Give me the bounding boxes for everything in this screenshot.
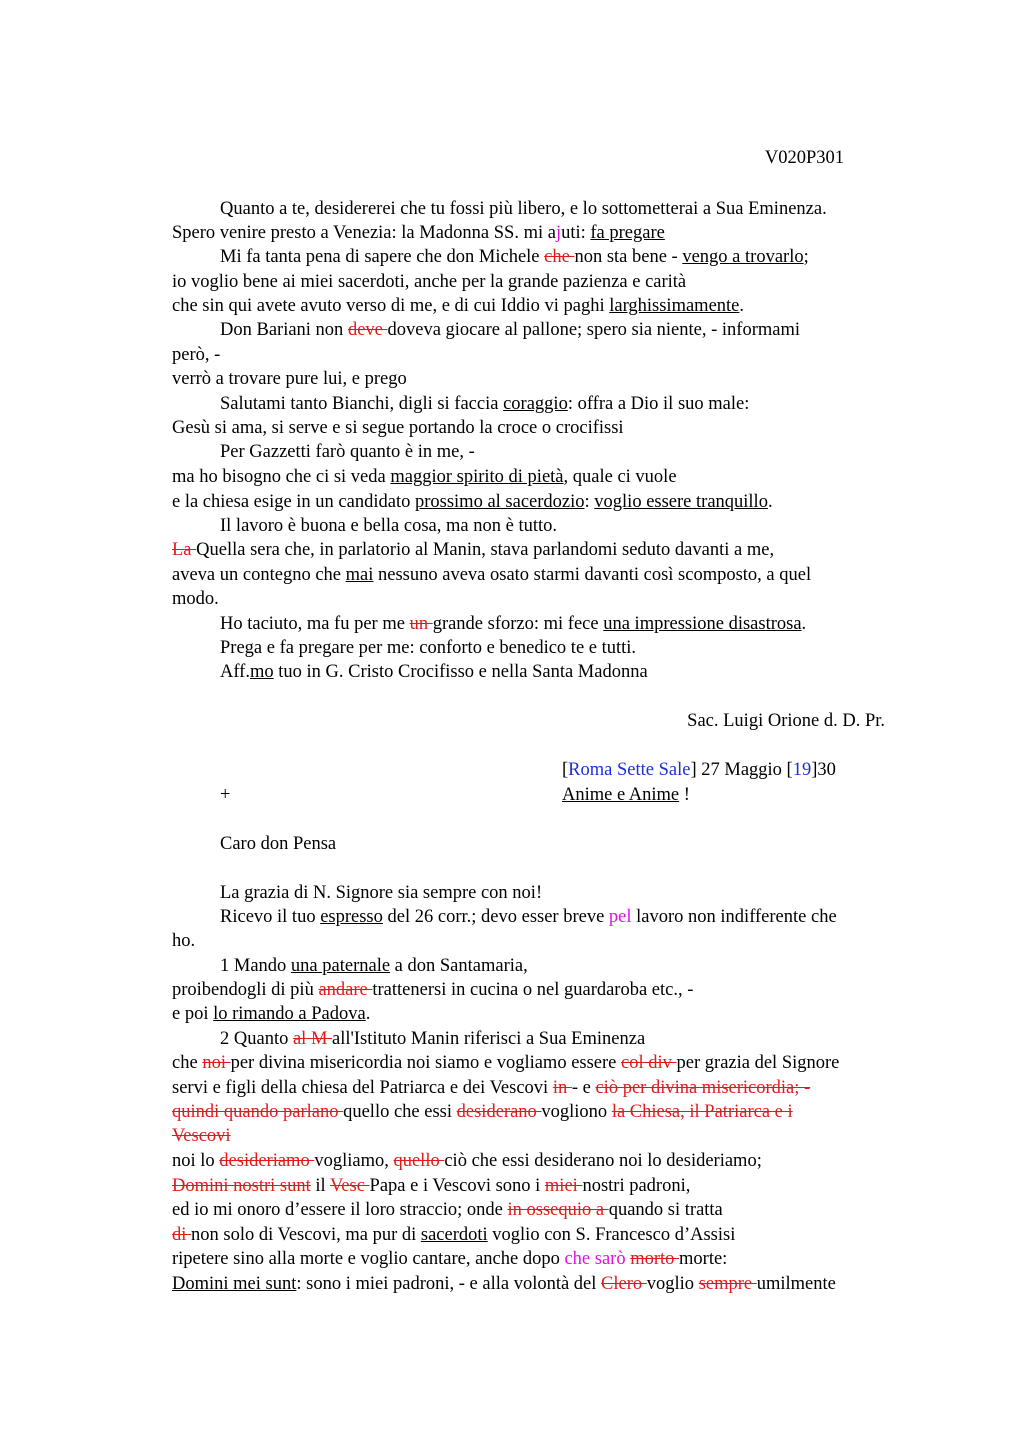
text-line-30: e poi lo rimando a Padova.	[172, 1004, 371, 1024]
text-line-15: La Quella sera che, in parlatorio al Manin, stava parlandomi seduto davanti a me,	[172, 540, 775, 560]
text-line-27: ho.	[172, 931, 196, 951]
text-line-12: ma ho bisogno che ci si veda maggior spirito di pietà, quale ci vuole	[172, 467, 677, 487]
text-line-7: però, -	[172, 345, 221, 365]
text-line-37: Domini nostri sunt il Vesc Papa e i Vescovi sono i miei nostri padroni,	[172, 1176, 691, 1196]
signature-line: Sac. Luigi Orione d. D. Pr.	[687, 711, 885, 731]
motto-line: Anime e Anime !	[562, 785, 690, 805]
text-line-33: servi e figli della chiesa del Patriarca e dei Vescovi in - e ciò per divina misericordia; -	[172, 1078, 811, 1098]
date-line: [Roma Sette Sale] 27 Maggio [19]30	[562, 760, 836, 780]
text-line-5: che sin qui avete avuto verso di me, e di cui Iddio vi paghi larghissimamente.	[172, 296, 745, 316]
text-line-8: verrò a trovare pure lui, e prego	[172, 369, 407, 389]
text-line-18: Ho taciuto, ma fu per me un grande sforzo: mi fece una impressione disastrosa.	[220, 614, 807, 634]
text-line-19: Prega e fa pregare per me: conforto e benedico te e tutti.	[220, 638, 637, 658]
text-line-39: di non solo di Vescovi, ma pur di sacerdoti voglio con S. Francesco d’Assisi	[172, 1225, 736, 1245]
text-line-38: ed io mi onoro d’essere il loro straccio; onde in ossequio a quando si tratta	[172, 1200, 723, 1220]
page-code: V020P301	[764, 148, 844, 168]
text-line-35: Vescovi	[172, 1126, 231, 1146]
text-line-11: Per Gazzetti farò quanto è in me, -	[220, 442, 475, 462]
text-line-4: io voglio bene ai miei sacerdoti, anche per la grande pazienza e carità	[172, 272, 687, 292]
text-line-20: Aff.mo tuo in G. Cristo Crocifisso e nella Santa Madonna	[220, 662, 648, 682]
text-line-13: e la chiesa esige in un candidato prossimo al sacerdozio: voglio essere tranquillo.	[172, 492, 773, 512]
text-line-36: noi lo desideriamo vogliamo, quello ciò che essi desiderano noi lo desideriamo;	[172, 1151, 762, 1171]
text-line-1: Quanto a te, desidererei che tu fossi più libero, e lo sottometterai a Sua Eminenza.	[220, 199, 827, 219]
text-line-16: aveva un contegno che mai nessuno aveva osato starmi davanti così scomposto, a quel	[172, 565, 812, 585]
text-line-2: Spero venire presto a Venezia: la Madonna SS. mi ajuti: fa pregare	[172, 223, 665, 243]
text-line-10: Gesù si ama, si serve e si segue portando la croce o crocifissi	[172, 418, 624, 438]
text-line-41: Domini mei sunt: sono i miei padroni, - e alla volontà del Clero voglio sempre umilmente	[172, 1274, 836, 1294]
salutation: Caro don Pensa	[220, 834, 337, 854]
text-line-17: modo.	[172, 589, 219, 609]
text-line-25: La grazia di N. Signore sia sempre con noi!	[220, 883, 543, 903]
text-line-40: ripetere sino alla morte e voglio cantare, anche dopo che sarò morto morte:	[172, 1249, 728, 1269]
text-line-32: che noi per divina misericordia noi siamo e vogliamo essere col div per grazia del Signore	[172, 1053, 840, 1073]
text-line-28: 1 Mando una paternale a don Santamaria,	[220, 956, 528, 976]
text-line-3: Mi fa tanta pena di sapere che don Michele che non sta bene - vengo a trovarlo;	[220, 247, 809, 267]
text-line-34: quindi quando parlano quello che essi desiderano vogliono la Chiesa, il Patriarca e i	[172, 1102, 793, 1122]
text-line-26: Ricevo il tuo espresso del 26 corr.; devo esser breve pel lavoro non indifferente che	[220, 907, 837, 927]
text-line-6: Don Bariani non deve doveva giocare al pallone; spero sia niente, - informami	[220, 320, 801, 340]
text-line-14: Il lavoro è buona e bella cosa, ma non è tutto.	[220, 516, 558, 536]
text-line-29: proibendogli di più andare trattenersi in cucina o nel guardaroba etc., -	[172, 980, 694, 1000]
cross-mark: +	[220, 785, 231, 805]
text-line-31: 2 Quanto al M all'Istituto Manin riferisci a Sua Eminenza	[220, 1029, 646, 1049]
text-line-9: Salutami tanto Bianchi, digli si faccia coraggio: offra a Dio il suo male:	[220, 394, 750, 414]
